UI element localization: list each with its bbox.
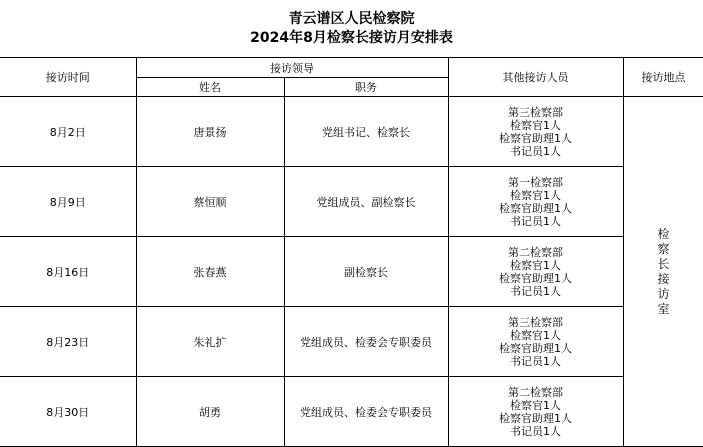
header-leader-group: 接访领导: [136, 58, 448, 78]
visit-date-cell: 8月30日: [0, 377, 136, 447]
header-other-staff: 其他接访人员: [448, 58, 623, 97]
leader-position-cell: 党组成员、副检察长: [284, 167, 448, 237]
visit-date-cell: 8月16日: [0, 237, 136, 307]
table-row: [0, 167, 703, 237]
title-line-1: 青云谱区人民检察院: [288, 10, 415, 27]
other-staff-cell: [448, 167, 623, 237]
staff-line: 第三检察部: [508, 315, 563, 329]
location-char: 接: [657, 271, 670, 286]
table-row: [0, 237, 703, 307]
staff-line: 书记员1人: [510, 214, 561, 228]
other-staff-cell: [448, 97, 623, 167]
staff-line: 检察官1人: [510, 398, 561, 412]
schedule-table: [0, 57, 703, 447]
staff-line: 检察官助理1人: [499, 411, 572, 425]
document-title: [0, 0, 703, 57]
location-char: 长: [657, 256, 670, 271]
leader-position-cell: 党组书记、检察长: [284, 97, 448, 167]
other-staff-cell: [448, 237, 623, 307]
leader-name-cell: 胡勇: [136, 377, 284, 447]
staff-line: 检察官1人: [510, 258, 561, 272]
leader-name-cell: 朱礼扩: [136, 307, 284, 377]
title-line-2: 2024年8月检察长接访月安排表: [250, 29, 453, 46]
header-location: 接访地点: [623, 58, 703, 97]
leader-position-cell: 党组成员、检委会专职委员: [284, 307, 448, 377]
visit-date-cell: 8月9日: [0, 167, 136, 237]
header-name: 姓名: [136, 78, 284, 97]
staff-line: 检察官1人: [510, 188, 561, 202]
leader-name-cell: 唐景扬: [136, 97, 284, 167]
location-char: 室: [657, 301, 670, 316]
visit-date-cell: 8月23日: [0, 307, 136, 377]
header-position: 职务: [284, 78, 448, 97]
staff-line: 第一检察部: [508, 175, 563, 189]
location-char: 访: [657, 286, 670, 301]
other-staff-cell: [448, 377, 623, 447]
staff-line: 书记员1人: [510, 144, 561, 158]
staff-line: 书记员1人: [510, 284, 561, 298]
staff-line: 第三检察部: [508, 105, 563, 119]
leader-name-cell: 张春燕: [136, 237, 284, 307]
other-staff-cell: [448, 307, 623, 377]
staff-line: 检察官助理1人: [499, 131, 572, 145]
staff-line: 第二检察部: [508, 245, 563, 259]
table-row: [0, 307, 703, 377]
visit-date-cell: 8月2日: [0, 97, 136, 167]
leader-name-cell: 蔡恒顺: [136, 167, 284, 237]
table-row: [0, 377, 703, 447]
location-char: 察: [657, 241, 670, 256]
staff-line: 检察官助理1人: [499, 271, 572, 285]
staff-line: 检察官助理1人: [499, 341, 572, 355]
staff-line: 书记员1人: [510, 424, 561, 438]
location-char: 检: [657, 226, 670, 241]
staff-line: 书记员1人: [510, 354, 561, 368]
location-cell: [623, 97, 703, 447]
staff-line: 检察官1人: [510, 118, 561, 132]
staff-line: 检察官助理1人: [499, 201, 572, 215]
staff-line: 第二检察部: [508, 385, 563, 399]
staff-line: 检察官1人: [510, 328, 561, 342]
leader-position-cell: 副检察长: [284, 237, 448, 307]
leader-position-cell: 党组成员、检委会专职委员: [284, 377, 448, 447]
header-time: 接访时间: [0, 58, 136, 97]
table-row: [0, 97, 703, 167]
